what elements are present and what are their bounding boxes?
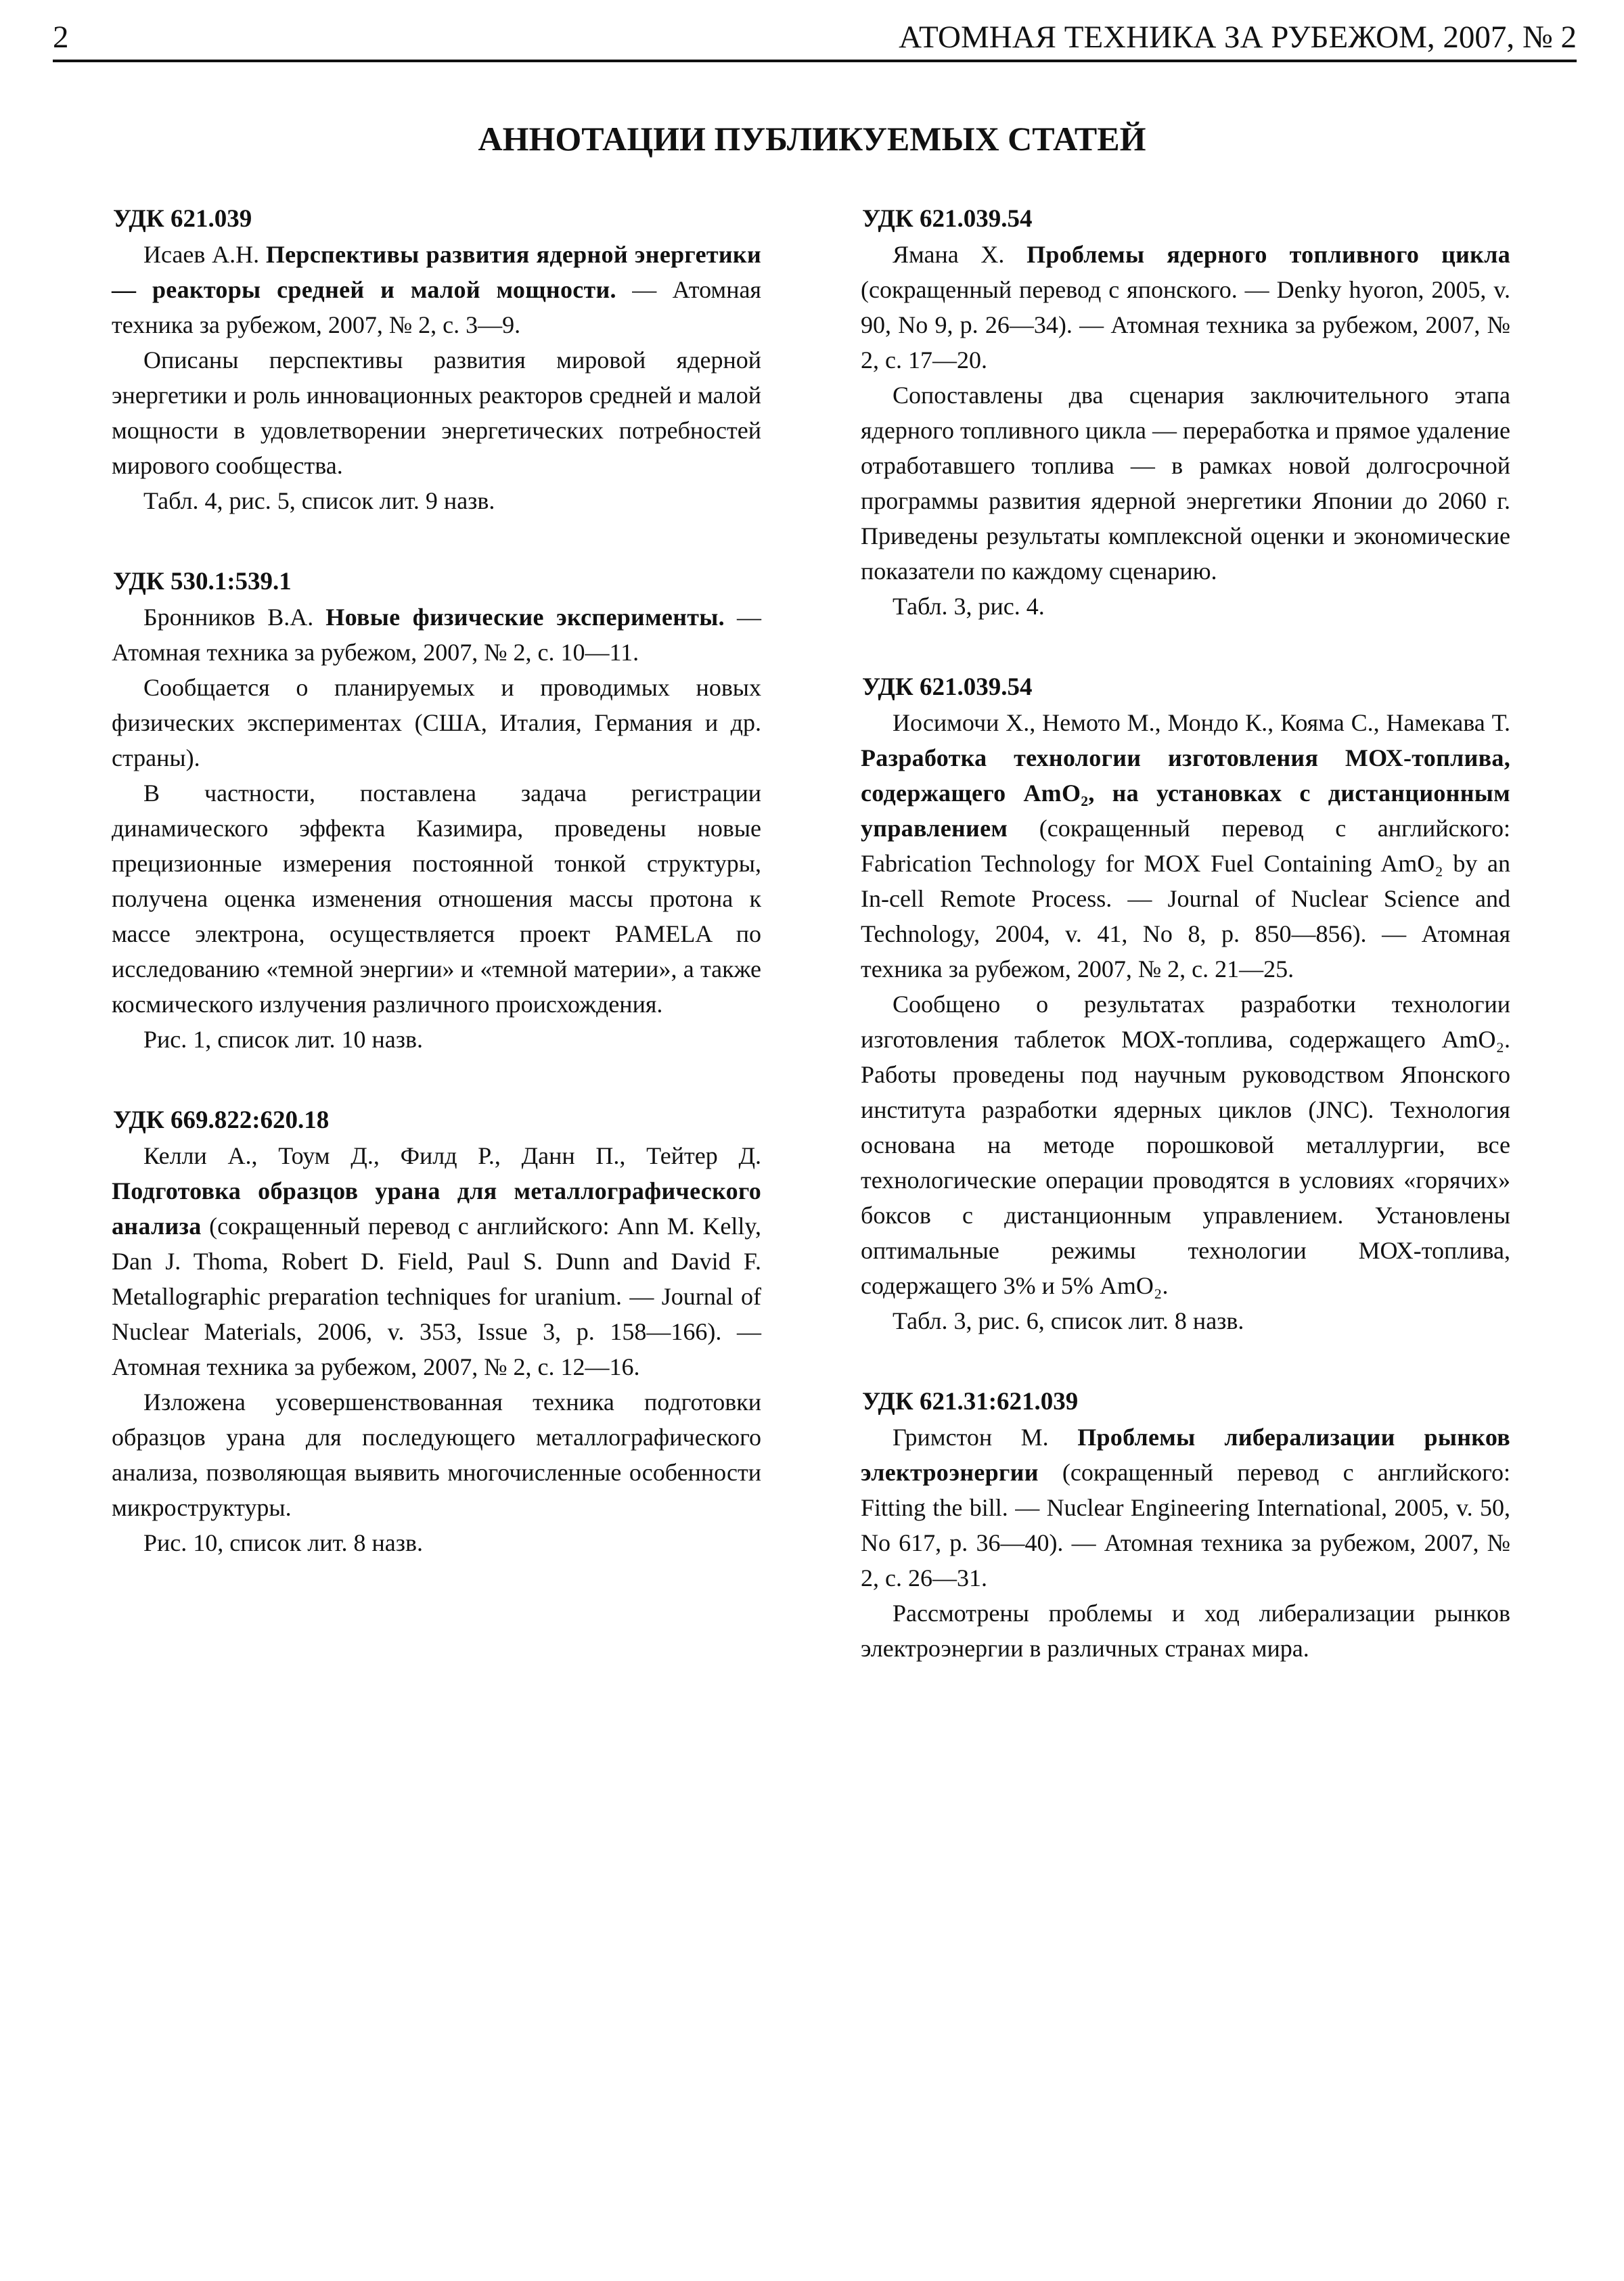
figures-references: Табл. 3, рис. 6, список лит. 8 назв. xyxy=(893,1307,1244,1334)
annotation-entry xyxy=(112,564,761,1057)
udc-code: УДК 621.039.54 xyxy=(862,673,1033,701)
section-title: АННОТАЦИИ ПУБЛИКУЕМЫХ СТАТЕЙ xyxy=(478,120,1146,158)
abstract-paragraph: Описаны перспективы развития мировой ядерной энергетики и роль инновационных реакторов средней и малой мощности в удовлетворении энергетических потребностей мирового сообщества. xyxy=(112,346,761,479)
article-title: Проблемы либерализации рынков электроэнергии xyxy=(861,1424,1510,1486)
citation xyxy=(861,237,1510,378)
figures-references: Рис. 10, список лит. 8 назв. xyxy=(143,1529,423,1556)
article-title: Подготовка образцов урана для металлографического анализа xyxy=(112,1177,761,1240)
abstract-paragraph: Рассмотрены проблемы и ход либерализации рынков электроэнергии в различных странах мира. xyxy=(861,1600,1510,1662)
annotation-entry xyxy=(861,670,1510,1338)
figures-references: Табл. 4, рис. 5, список лит. 9 назв. xyxy=(143,487,495,514)
source: — Атомная техника за рубежом, 2007, № 2, с. 3—9. xyxy=(112,276,761,338)
source: (сокращенный перевод с английского: Ann M. Kelly, Dan J. Thoma, Robert D. Field, Paul S. Dunn and David F. Metallographic preparation techniques for uranium. — Journal of Nuclear Materials, 2006, v. 353, Issue 3, p. 158—166). — Атомная техника за рубежом, 2007, № 2, с. 12—16. xyxy=(112,1213,761,1380)
right-column xyxy=(861,202,1510,1712)
udc-code: УДК 621.039 xyxy=(113,205,252,233)
article-title: Проблемы ядерного топливного цикла xyxy=(1027,241,1510,268)
article-title: Новые физические эксперименты. xyxy=(325,604,725,631)
running-head xyxy=(53,15,1577,62)
source: (сокращенный перевод с английского: Fabrication Technology for MOX Fuel Containing AmO₂ by an In-cell Remote Process. — Journal of Nuclear Science and Technology, 2004, v. 41, No 8, p. 850—856). — Атомная техника за рубежом, 2007, № 2, с. 21—25. xyxy=(861,815,1510,983)
udc-code: УДК 530.1:539.1 xyxy=(113,568,292,595)
authors: Иосимочи Х., Немото М., Мондо К., Кояма С., Намекава Т. xyxy=(893,709,1510,736)
citation xyxy=(112,1138,761,1384)
source: — Атомная техника за рубежом, 2007, № 2, с. 10—11. xyxy=(112,604,761,666)
udc-code: УДК 621.039.54 xyxy=(862,205,1033,233)
authors: Исаев А.Н. xyxy=(143,241,266,268)
abstract-paragraph: В частности, поставлена задача регистрации динамического эффекта Казимира, проведены новые прецизионные измерения постоянной тонкой структуры, получена оценка изменения отношения массы протона к массе электрона, осуществляется проект PAMELA по исследованию «темной энергии» и «темной материи», а также космического излучения различного происхождения. xyxy=(112,780,761,1018)
left-column xyxy=(112,202,761,1606)
citation xyxy=(861,705,1510,987)
abstract-paragraph: Сопоставлены два сценария заключительного этапа ядерного топливного цикла — переработка и прямое удаление отработавшего топлива — в рамках новой долгосрочной программы развития ядерной энергетики Японии до 2060 г. Приведены результаты комплексной оценки и экономические показатели по каждому сценарию. xyxy=(861,382,1510,585)
authors: Ямана Х. xyxy=(893,241,1027,268)
article-title: Перспективы развития ядерной энергетики — реакторы средней и малой мощности. xyxy=(112,241,761,303)
authors: Бронников В.А. xyxy=(143,604,326,631)
journal-title: АТОМНАЯ ТЕХНИКА ЗА РУБЕЖОМ, 2007, № 2 xyxy=(899,20,1577,55)
abstract-paragraph: Изложена усовершенствованная техника подготовки образцов урана для последующего металлографического анализа, позволяющая выявить многочисленные особенности микроструктуры. xyxy=(112,1388,761,1521)
udc-code: УДК 621.31:621.039 xyxy=(862,1388,1079,1416)
article-title: Разработка технологии изготовления МОХ-топлива, содержащего AmO₂, на установках с дистанционным управлением xyxy=(861,744,1510,842)
figures-references: Табл. 3, рис. 4. xyxy=(893,593,1045,620)
authors: Келли А., Тоум Д., Филд Р., Данн П., Тейтер Д. xyxy=(143,1142,761,1169)
page-number: 2 xyxy=(53,20,69,55)
source: (сокращенный перевод с английского: Fitting the bill. — Nuclear Engineering International, 2005, v. 50, No 617, p. 36—40). — Атомная техника за рубежом, 2007, № 2, с. 26—31. xyxy=(861,1459,1510,1591)
annotation-entry xyxy=(861,1384,1510,1666)
annotation-entry xyxy=(861,202,1510,624)
abstract-paragraph: Сообщено о результатах разработки технологии изготовления таблеток МОХ-топлива, содержащего AmO₂. Работы проведены под научным руководством Японского института разработки ядерных циклов (JNC). Технология основана на методе порошковой металлургии, все технологические операции проводятся в условиях «горячих» боксов с дистанционным управлением. Установлены оптимальные режимы технологии МОХ-топлива, содержащего 3% и 5% AmO₂. xyxy=(861,991,1510,1299)
source: (сокращенный перевод с японского. — Denky hyoron, 2005, v. 90, No 9, p. 26—34). — Атомная техника за рубежом, 2007, № 2, с. 17—20. xyxy=(861,276,1510,374)
figures-references: Рис. 1, список лит. 10 назв. xyxy=(143,1026,423,1053)
citation xyxy=(861,1420,1510,1596)
citation xyxy=(112,600,761,670)
annotation-entry xyxy=(112,202,761,518)
citation xyxy=(112,237,761,342)
annotation-entry xyxy=(112,1103,761,1560)
authors: Гримстон М. xyxy=(893,1424,1078,1451)
abstract-paragraph: Сообщается о планируемых и проводимых новых физических экспериментах (США, Италия, Германия и др. страны). xyxy=(112,674,761,771)
udc-code: УДК 669.822:620.18 xyxy=(113,1106,330,1134)
